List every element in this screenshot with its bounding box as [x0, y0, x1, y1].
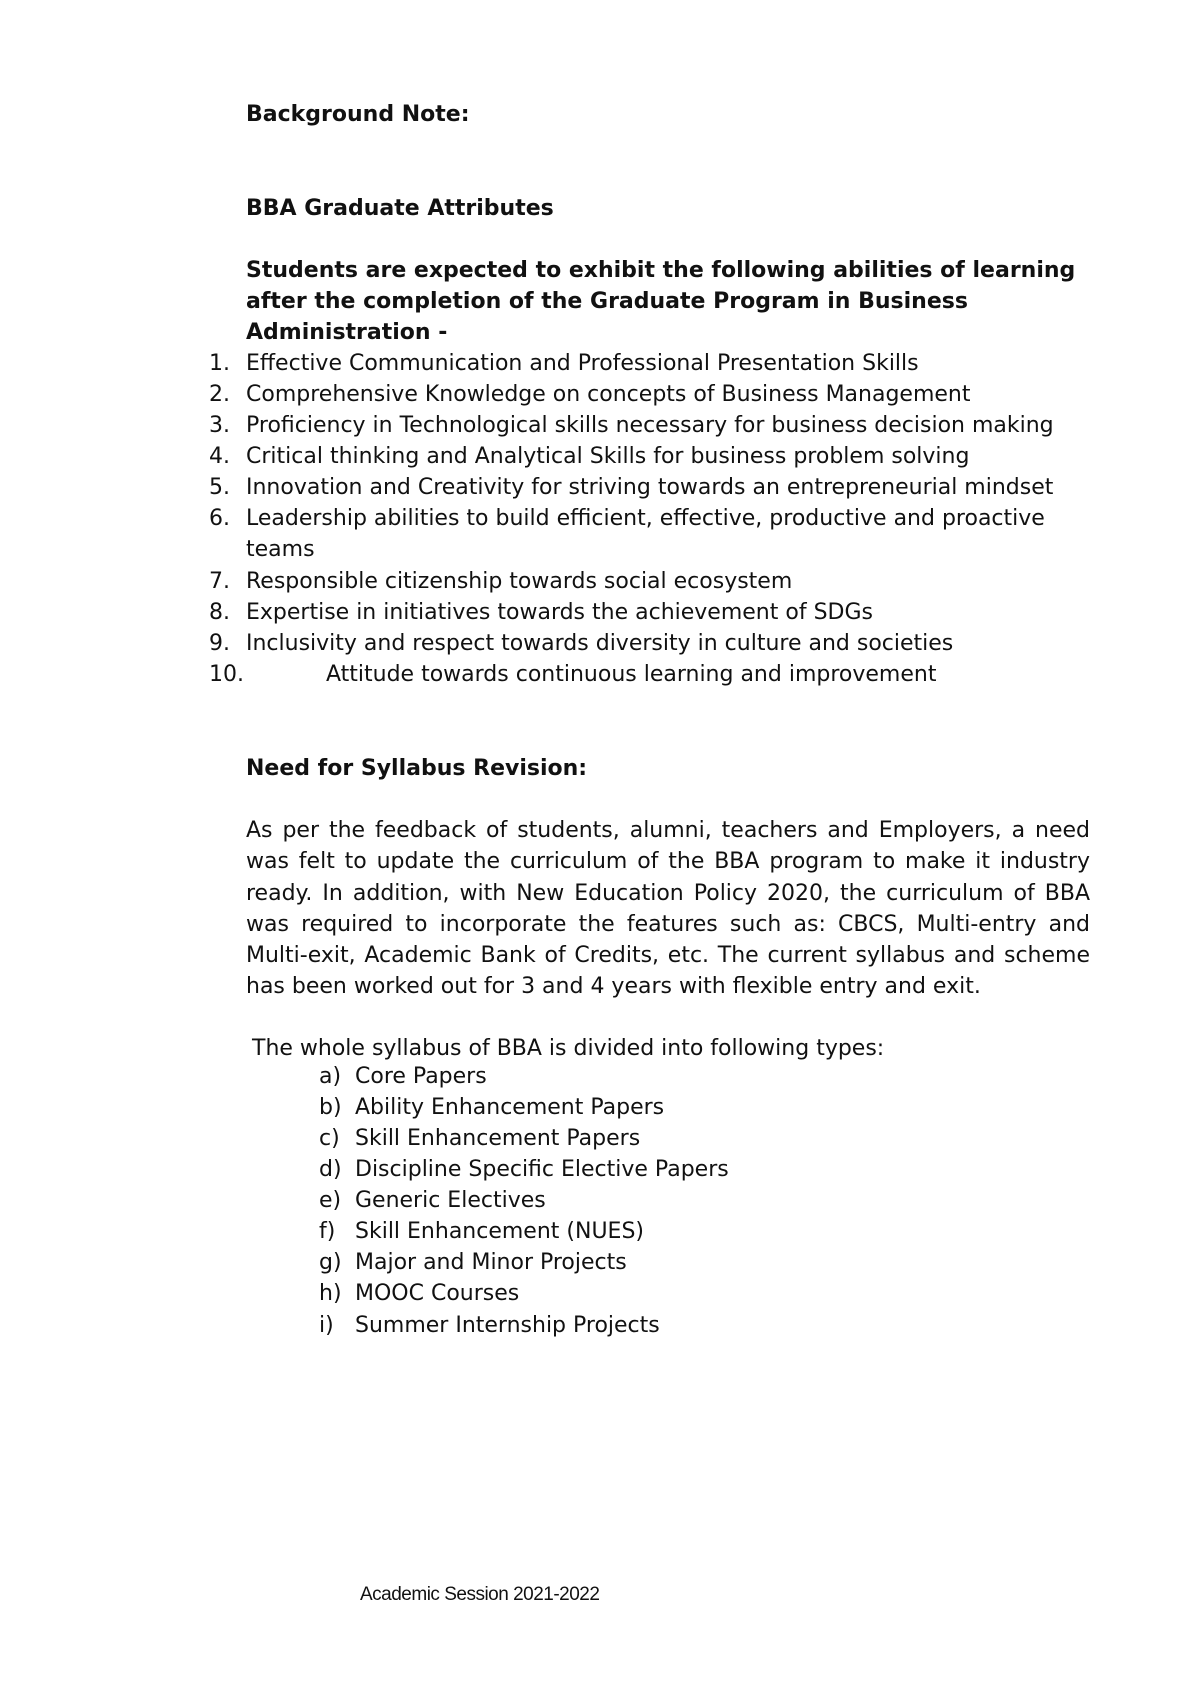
list-letter: a) [319, 1064, 342, 1089]
list-letter: e) [319, 1188, 342, 1213]
list-text: teams [246, 537, 315, 562]
list-text: Responsible citizenship towards social ecosystem [246, 569, 793, 594]
list-text: Comprehensive Knowledge on concepts of Business Management [246, 382, 971, 407]
list-text: Summer Internship Projects [355, 1313, 660, 1338]
list-letter: h) [319, 1281, 342, 1306]
intro-line-3: Administration - [246, 320, 448, 345]
list-number: 9. [209, 631, 230, 656]
list-number: 10. [209, 662, 244, 687]
list-text: Generic Electives [355, 1188, 546, 1213]
list-text: Discipline Specific Elective Papers [355, 1157, 729, 1182]
list-text: Proficiency in Technological skills necessary for business decision making [246, 413, 1054, 438]
list-number: 5. [209, 475, 230, 500]
list-letter: f) [319, 1219, 336, 1244]
list-text: Effective Communication and Professional Presentation Skills [246, 351, 919, 376]
list-text: Ability Enhancement Papers [355, 1095, 665, 1120]
intro-line-2: after the completion of the Graduate Program in Business [246, 289, 968, 314]
list-text: Critical thinking and Analytical Skills for business problem solving [246, 444, 970, 469]
list-number: 4. [209, 444, 230, 469]
list-number: 8. [209, 600, 230, 625]
list-number: 7. [209, 569, 230, 594]
list-text: Leadership abilities to build efficient, effective, productive and proactive [246, 506, 1045, 531]
revision-paragraph: As per the feedback of students, alumni, teachers and Employers, a need was felt to update the curriculum of the BBA program to make it industry ready. In addition, with New Education Policy 2020, the curriculum of BBA was required to incorporate the features such as: CBCS, Multi-entry and Multi-exit, Academic Bank of Credits, etc. The current syllabus and scheme has been worked out for 3 and 4 years with flexible entry and exit. [246, 818, 1090, 1000]
list-text: Skill Enhancement (NUES) [355, 1219, 644, 1244]
list-letter: g) [319, 1250, 342, 1275]
intro-line-1: Students are expected to exhibit the following abilities of learning [246, 258, 1076, 283]
list-letter: d) [319, 1157, 342, 1182]
revision-heading: Need for Syllabus Revision: [246, 756, 588, 781]
list-number: 6. [209, 506, 230, 531]
list-number: 1. [209, 351, 230, 376]
list-text: MOOC Courses [355, 1281, 520, 1306]
attributes-heading: BBA Graduate Attributes [246, 196, 554, 221]
list-text: Expertise in initiatives towards the achievement of SDGs [246, 600, 873, 625]
list-text: Core Papers [355, 1064, 487, 1089]
list-letter: c) [319, 1126, 340, 1151]
types-intro: The whole syllabus of BBA is divided into following types: [252, 1036, 885, 1061]
list-text: Major and Minor Projects [355, 1250, 627, 1275]
background-heading: Background Note: [246, 102, 470, 127]
list-number: 2. [209, 382, 230, 407]
list-letter: b) [319, 1095, 342, 1120]
list-text: Innovation and Creativity for striving towards an entrepreneurial mindset [246, 475, 1054, 500]
page-footer: Academic Session 2021-2022 [360, 1584, 600, 1605]
list-text: Skill Enhancement Papers [355, 1126, 641, 1151]
list-number: 3. [209, 413, 230, 438]
list-text: Attitude towards continuous learning and improvement [326, 662, 937, 687]
list-text: Inclusivity and respect towards diversity in culture and societies [246, 631, 954, 656]
list-letter: i) [319, 1313, 334, 1338]
